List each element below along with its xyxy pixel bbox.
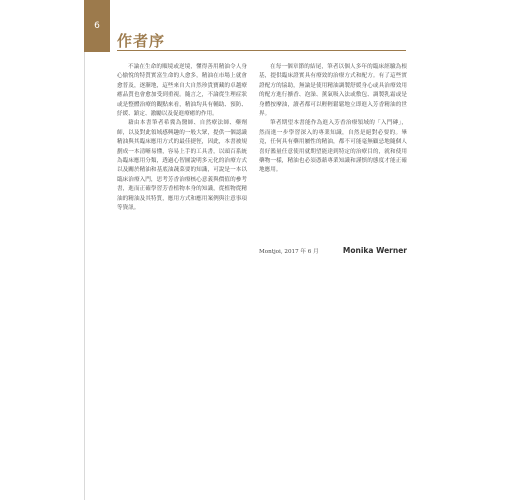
signature-block (259, 246, 407, 255)
paragraph: 藉由本書筆者希冀為醫師、自然療法師、藥劑師，以及對此領域感興趣的一般大眾，提供一個認識精油與其臨床應用方式的最佳捷徑，因此，本書被規劃成一本清晰易懂，容易上手的工具書，以頭百系統為臨床應用分類，透過心智圖說明多元化的治療方式以及關於精油和基底油蔬菜要的知識，可說是一本以臨床治療入門，思考芳香治療核心意義與價值的參考書，進而正確學習芳香植物本身的知識，從植物從精油的精油及其特質，應用方式和應用案例與注意事項等資訊。 (117, 120, 247, 212)
page-title: 作者序 (117, 32, 166, 50)
signature-date: Montjoi, 2017 年 6 月 (259, 249, 319, 255)
paragraph: 筆者期望本書能作為進入芳香治療領域的「入門磚」，然而進一步學習深入的專業知識，自然是絕對必要的。畢竟，任何具有藥用屬性的精油，都不可能毫無顧忌地隨個人喜好濫量任意使用就期望能達到特定的治療目的，就和使用藥物一樣，精油也必須憑藉專業知識和謹慎的態度才能正確地應用。 (259, 120, 407, 174)
title-rule (117, 50, 406, 51)
page-number: 6 (94, 21, 100, 31)
paragraph: 在每一個章節的結尾，筆者以個人多年的臨床經驗為根基，提供臨床證實具有療效的治療方式和配方。有了這些實證配方的協助，無論是使用精油調製舒緩身心或具治療效用的配方進行擴香、泡澡、薰氣吸入法或敷包、調製乳霜或是身體按摩油，讀者都可以輕輕鬆鬆地立即進入芳香精油的世界。 (259, 64, 407, 118)
page-number-tab (84, 0, 110, 52)
author-name: Monika Werner (342, 246, 407, 255)
paragraph: 不論在生命的順境或逆境，懂得善用精油令人身心愉悅的特質實富生命的人愈多，精油在市場上就會愈普及，逐漸地，這些來自大自然珍貴寶藏的卓越療癒品質也會愈加受到重視。隨言之，不論從生理症狀或是整體治療的觀點來看，精油均具有輔助、預防、紓緩、鎮定、激勵以及促進療癒的作用。 (117, 64, 247, 118)
right-column (259, 63, 407, 176)
left-column (117, 63, 247, 214)
gutter-line (84, 0, 85, 500)
